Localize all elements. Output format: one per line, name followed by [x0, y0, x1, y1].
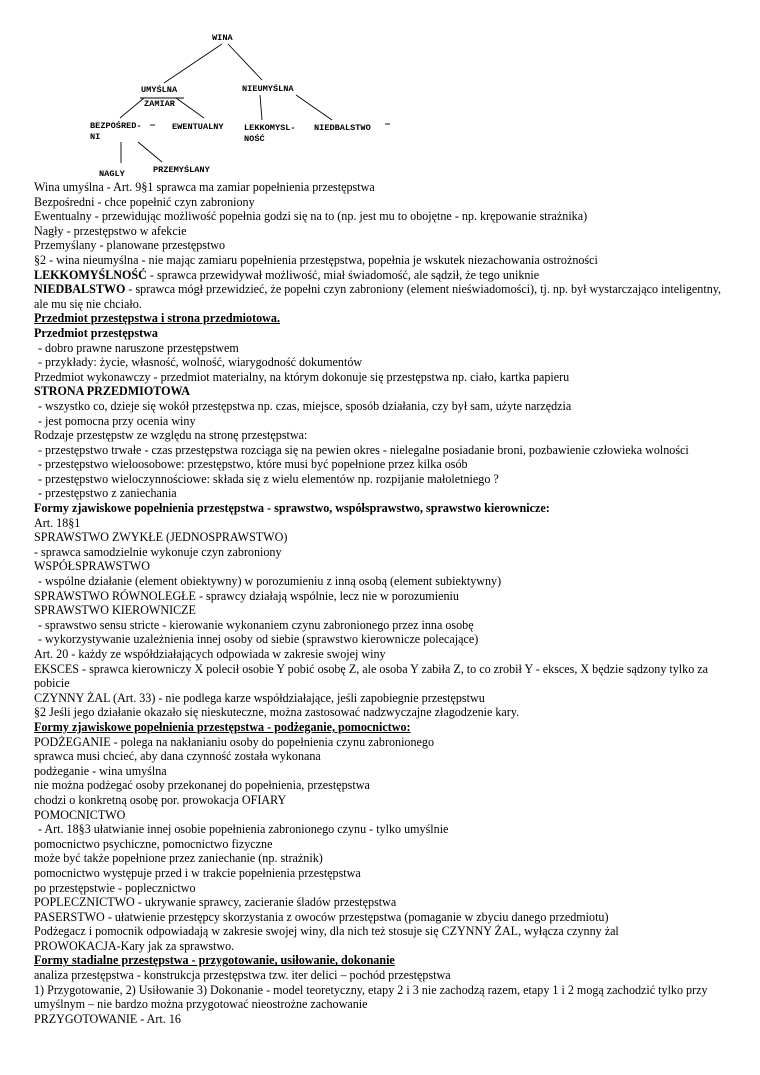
text-line: Przedmiot wykonawczy - przedmiot materialny, na którym dokonuje się przestępstwa np. ciało, kartka papieru — [34, 369, 570, 384]
text-line — [34, 268, 734, 283]
text-line: Przedmiot przestępstwa — [34, 325, 158, 340]
text-line: - Art. 18§3 ułatwianie innej osobie popełnienia zabronionego czynu - tylko umyślnie — [38, 822, 449, 837]
document-body — [34, 180, 734, 1026]
node-przemyslany: PRZEMYŚLANY — [153, 165, 210, 175]
text-line: POPLECZNICTWO - ukrywanie sprawcy, zacieranie śladów przestępstwa — [34, 895, 397, 910]
term-definition: - sprawca przewidywał możliwość, miał świadomość, ale sądził, że tego uniknie — [146, 267, 540, 282]
node-bezposredni-1: BEZPOŚRED- — [90, 121, 142, 131]
text-line: analiza przestępstwa - konstrukcja przestępstwa tzw. iter delici – pochód przestępstwa — [34, 968, 451, 983]
text-line: podżeganie - wina umyślna — [34, 763, 167, 778]
node-zamiar: ZAMIAR — [144, 99, 175, 109]
node-lekkomyslnosc-1: LEKKOMYSL- — [244, 123, 296, 133]
text-line: Nagły - przestępstwo w afekcie — [34, 223, 187, 238]
text-line: - przestępstwo wieloosobowe: przestępstwo, które musi być popełnione przez kilka osób — [38, 457, 468, 472]
wina-classification-diagram — [0, 0, 760, 182]
text-line: 1) Przygotowanie, 2) Usiłowanie 3) Dokonanie - model teoretyczny, etapy 2 i 3 nie zachodzą razem, etapy 1 i 2 mogą zachodzić tylko przy umyślnym – nie bardzo można przygotować nieostrożne zachowanie — [34, 982, 708, 1012]
text-line: - przestępstwo wieloczynnościowe: składa się z wielu elementów np. rozpijanie małoletniego ? — [38, 471, 499, 486]
text-line: SPRAWSTWO KIEROWNICZE — [34, 603, 196, 618]
text-line: Ewentualny - przewidując możliwość popełnia godzi się na to (np. jest mu to obojętne - np. krępowanie strażnika) — [34, 209, 588, 224]
text-line: po przestępstwie - poplecznictwo — [34, 880, 196, 895]
text-line: pomocnictwo występuje przed i w trakcie popełnienia przestępstwa — [34, 865, 361, 880]
node-bezposredni-2: NI — [90, 132, 101, 142]
text-line: - sprawca samodzielnie wykonuje czyn zabroniony — [34, 544, 282, 559]
node-ewentualny: EWENTUALNY — [172, 122, 224, 132]
text-line: §2 Jeśli jego działanie okazało się nieskuteczne, można zastosować nadzwyczajne złagodzenie kary. — [34, 705, 520, 720]
node-nieumyslna: NIEUMYŚLNA — [242, 84, 294, 94]
text-line: POMOCNICTWO — [34, 807, 126, 822]
text-line: - dobro prawne naruszone przestępstwem — [38, 340, 239, 355]
text-line: - jest pomocna przy ocenia winy — [38, 413, 196, 428]
edge-wina-umyslna — [164, 44, 222, 83]
term-definition: - sprawca mógł przewidzieć, że popełni czyn zabroniony (element nieświadomości), tj. np. był wystarczająco inteligentny, ale mu się nie chciało. — [34, 282, 722, 311]
term-label: NIEDBALSTWO — [34, 282, 126, 297]
text-line: PASERSTWO - ułatwienie przestępcy skorzystania z owoców przestępstwa (pomaganie w zbyciu danego przedmiotu) — [34, 909, 609, 924]
node-wina: WINA — [212, 33, 233, 43]
text-line: Przemyślany - planowane przestępstwo — [34, 238, 226, 253]
text-line: Formy zjawiskowe popełnienia przestępstwa - sprawstwo, współsprawstwo, sprawstwo kierownicze: — [34, 501, 550, 516]
edge-nieumyslna-lekkomyslnosc — [260, 95, 262, 120]
edge-bezposredni-przemyslany — [138, 142, 162, 162]
term-label: LEKKOMYŚLNOŚĆ — [34, 267, 147, 282]
node-niedbalstwo: NIEDBALSTWO — [314, 123, 371, 133]
text-line: CZYNNY ŻAL (Art. 33) - nie podlega karze współdziałające, jeśli zapobiegnie przestępstwu — [34, 690, 485, 705]
text-line: może być także popełnione przez zaniechanie (np. strażnik) — [34, 851, 323, 866]
text-line: SPRAWSTWO ZWYKŁE (JEDNOSPRAWSTWO) — [34, 530, 288, 545]
text-line: EKSCES - sprawca kierowniczy X polecił osobie Y pobić osobę Z, ale osoba Y zabiła Z, to co zrobił Y - eksces, X będzie sądzony tylko za pobicie — [34, 661, 709, 691]
node-nagly: NAGLY — [99, 169, 125, 179]
text-line: - sprawstwo sensu stricte - kierowanie wykonaniem czynu zabronionego przez inna osobę — [38, 617, 474, 632]
text-line: Przedmiot przestępstwa i strona przedmiotowa. — [34, 311, 280, 326]
text-line: Formy zjawiskowe popełnienia przestępstwa - podżeganie, pomocnictwo: — [34, 719, 411, 734]
text-line: WSPÓŁSPRAWSTWO — [34, 559, 150, 574]
edge-umyslna-ewentualny — [176, 98, 204, 118]
text-line: - przestępstwo z zaniechania — [38, 486, 177, 501]
text-line: Formy stadialne przestępstwa - przygotowanie, usiłowanie, dokonanie — [34, 953, 395, 968]
text-line: - wspólne działanie (element obiektywny) w porozumieniu z inną osobą (element subiektywny) — [38, 574, 502, 589]
text-line: nie można podżegać osoby przekonanej do popełnienia, przestępstwa — [34, 778, 370, 793]
text-line: Art. 18§1 — [34, 515, 81, 530]
text-line: chodzi o konkretną osobę por. prowokacja OFIARY — [34, 792, 287, 807]
node-umyslna: UMYŚLNA — [141, 85, 178, 95]
text-line: STRONA PRZEDMIOTOWA — [34, 384, 191, 399]
edge-umyslna-bezposredni — [120, 98, 144, 118]
text-line: Art. 20 - każdy ze współdziałających odpowiada w zakresie swojej winy — [34, 647, 386, 661]
text-line: - przestępstwo trwałe - czas przestępstwa rozciąga się na pewien okres - nielegalne posiadanie broni, pozbawienie człowieka wolności — [38, 442, 689, 457]
text-line: Bezpośredni - chce popełnić czyn zabroniony — [34, 194, 255, 209]
text-line: Wina umyślna - Art. 9§1 sprawca ma zamiar popełnienia przestępstwa — [34, 180, 375, 194]
text-line: sprawca musi chcieć, aby dana czynność została wykonana — [34, 749, 321, 764]
edge-nieumyslna-niedbalstwo — [296, 95, 332, 120]
text-line — [34, 282, 734, 311]
text-line: Podżegacz i pomocnik odpowiadają w zakresie swojej winy, dla nich też stosuje się CZYNNY ŻAL, wyłącza czynny żal — [34, 924, 619, 939]
text-line: - wykorzystywanie uzależnienia innej osoby od siebie (sprawstwo kierownicze polecające) — [38, 632, 479, 647]
text-line: SPRAWSTWO RÓWNOLEGŁE - sprawcy działają wspólnie, lecz nie w porozumieniu — [34, 588, 459, 603]
text-line: PRZYGOTOWANIE - Art. 16 — [34, 1011, 181, 1026]
text-line: PODŻEGANIE - polega na nakłanianiu osoby do popełnienia czynu zabronionego — [34, 734, 434, 749]
text-line: §2 - wina nieumyślna - nie mając zamiaru popełnienia przestępstwa, popełnia je wskutek niezachowania ostrożności — [34, 252, 598, 267]
text-line: - przykłady: życie, własność, wolność, wiarygodność dokumentów — [38, 355, 363, 370]
node-lekkomyslnosc-2: NOŚĆ — [244, 134, 265, 144]
edge-wina-nieumyslna — [228, 44, 262, 80]
text-line: PROWOKACJA-Kary jak za sprawstwo. — [34, 938, 235, 953]
text-line: Rodzaje przestępstw ze względu na stronę przestępstwa: — [34, 428, 308, 443]
text-line: - wszystko co, dzieje się wokół przestępstwa np. czas, miejsce, sposób działania, czy był sam, użyte narzędzia — [38, 398, 572, 413]
text-line: pomocnictwo psychiczne, pomocnictwo fizyczne — [34, 836, 273, 851]
